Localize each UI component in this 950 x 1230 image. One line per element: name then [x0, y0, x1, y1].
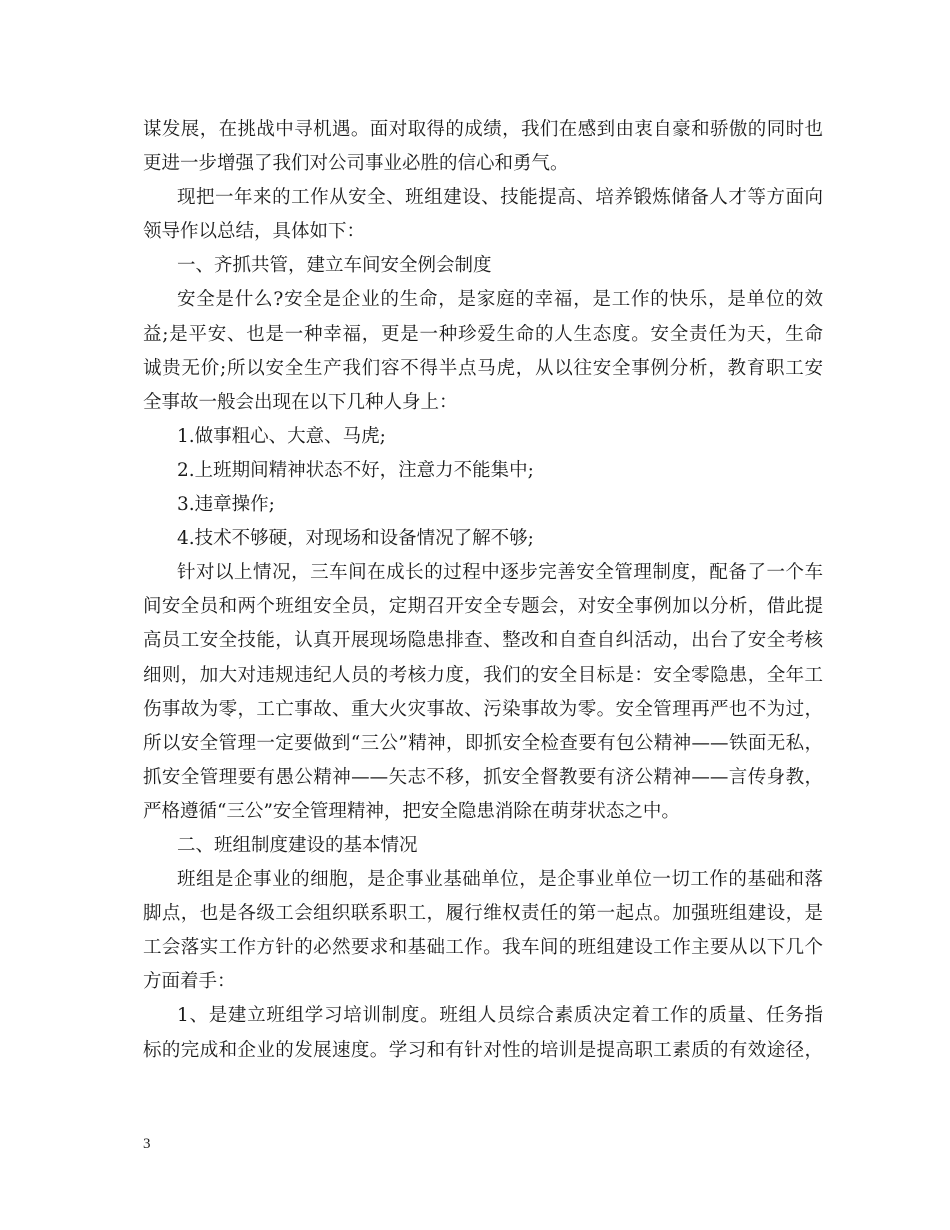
text-line: 标的完成和企业的发展速度。学习和有针对性的培训是提高职工素质的有效途径，: [143, 1039, 823, 1061]
text-line: 伤事故为零，工亡事故、重大火灾事故、污染事故为零。安全管理再严也不为过，: [143, 698, 823, 720]
text-line: 现把一年来的工作从安全、班组建设、技能提高、培养锻炼储备人才等方面向: [177, 187, 823, 209]
page-number: 3: [143, 1136, 151, 1152]
text-line: 抓安全管理要有愚公精神——矢志不移，抓安全督教要有济公精神——言传身教，: [143, 766, 823, 788]
text-line: 工会落实工作方针的必然要求和基础工作。我车间的班组建设工作主要从以下几个: [143, 937, 823, 959]
text-line: 所以安全管理一定要做到“三公”精神，即抓安全检查要有包公精神——铁面无私，: [143, 732, 823, 754]
text-line: 针对以上情况，三车间在成长的过程中逐步完善安全管理制度，配备了一个车: [177, 562, 823, 584]
text-line: 全事故一般会出现在以下几种人身上：: [143, 391, 458, 413]
text-line: 2.上班期间精神状态不好，注意力不能集中;: [177, 459, 534, 481]
text-line: 领导作以总结，具体如下：: [143, 221, 366, 243]
text-line: 诚贵无价;所以安全生产我们容不得半点马虎，从以往安全事例分析，教育职工安: [143, 357, 823, 379]
text-line: 1.做事粗心、大意、马虎;: [177, 425, 386, 447]
text-line: 安全是什么?安全是企业的生命，是家庭的幸福，是工作的快乐，是单位的效: [177, 289, 823, 311]
text-line: 方面着手：: [143, 971, 236, 993]
text-line: 脚点，也是各级工会组织联系职工，履行维权责任的第一起点。加强班组建设，是: [143, 903, 823, 925]
text-line: 更进一步增强了我们对公司事业必胜的信心和勇气。: [143, 153, 569, 175]
text-line: 3.违章操作;: [177, 494, 275, 516]
text-line: 谋发展，在挑战中寻机遇。面对取得的成绩，我们在感到由衷自豪和骄傲的同时也: [143, 119, 823, 140]
text-line: 一、齐抓共管，建立车间安全例会制度: [177, 255, 492, 277]
text-line: 班组是企事业的细胞，是企事业基础单位，是企事业单位一切工作的基础和落: [177, 869, 823, 891]
body-text: [143, 113, 823, 1068]
text-line: 间安全员和两个班组安全员，定期召开安全专题会，对安全事例加以分析，借此提: [143, 596, 823, 618]
text-line: 4.技术不够硬，对现场和设备情况了解不够;: [177, 528, 534, 550]
text-line: 严格遵循“三公”安全管理精神，把安全隐患消除在萌芽状态之中。: [143, 800, 680, 822]
text-line: 高员工安全技能，认真开展现场隐患排查、整改和自查自纠活动，出台了安全考核: [143, 630, 823, 652]
text-line: 益;是平安、也是一种幸福，更是一种珍爱生命的人生态度。安全责任为天，生命: [143, 323, 823, 345]
text-line: 1、是建立班组学习培训制度。班组人员综合素质决定着工作的质量、任务指: [177, 1005, 823, 1027]
text-line: 细则，加大对违规违纪人员的考核力度，我们的安全目标是：安全零隐患，全年工: [143, 664, 823, 686]
text-line: 二、班组制度建设的基本情况: [177, 834, 418, 856]
